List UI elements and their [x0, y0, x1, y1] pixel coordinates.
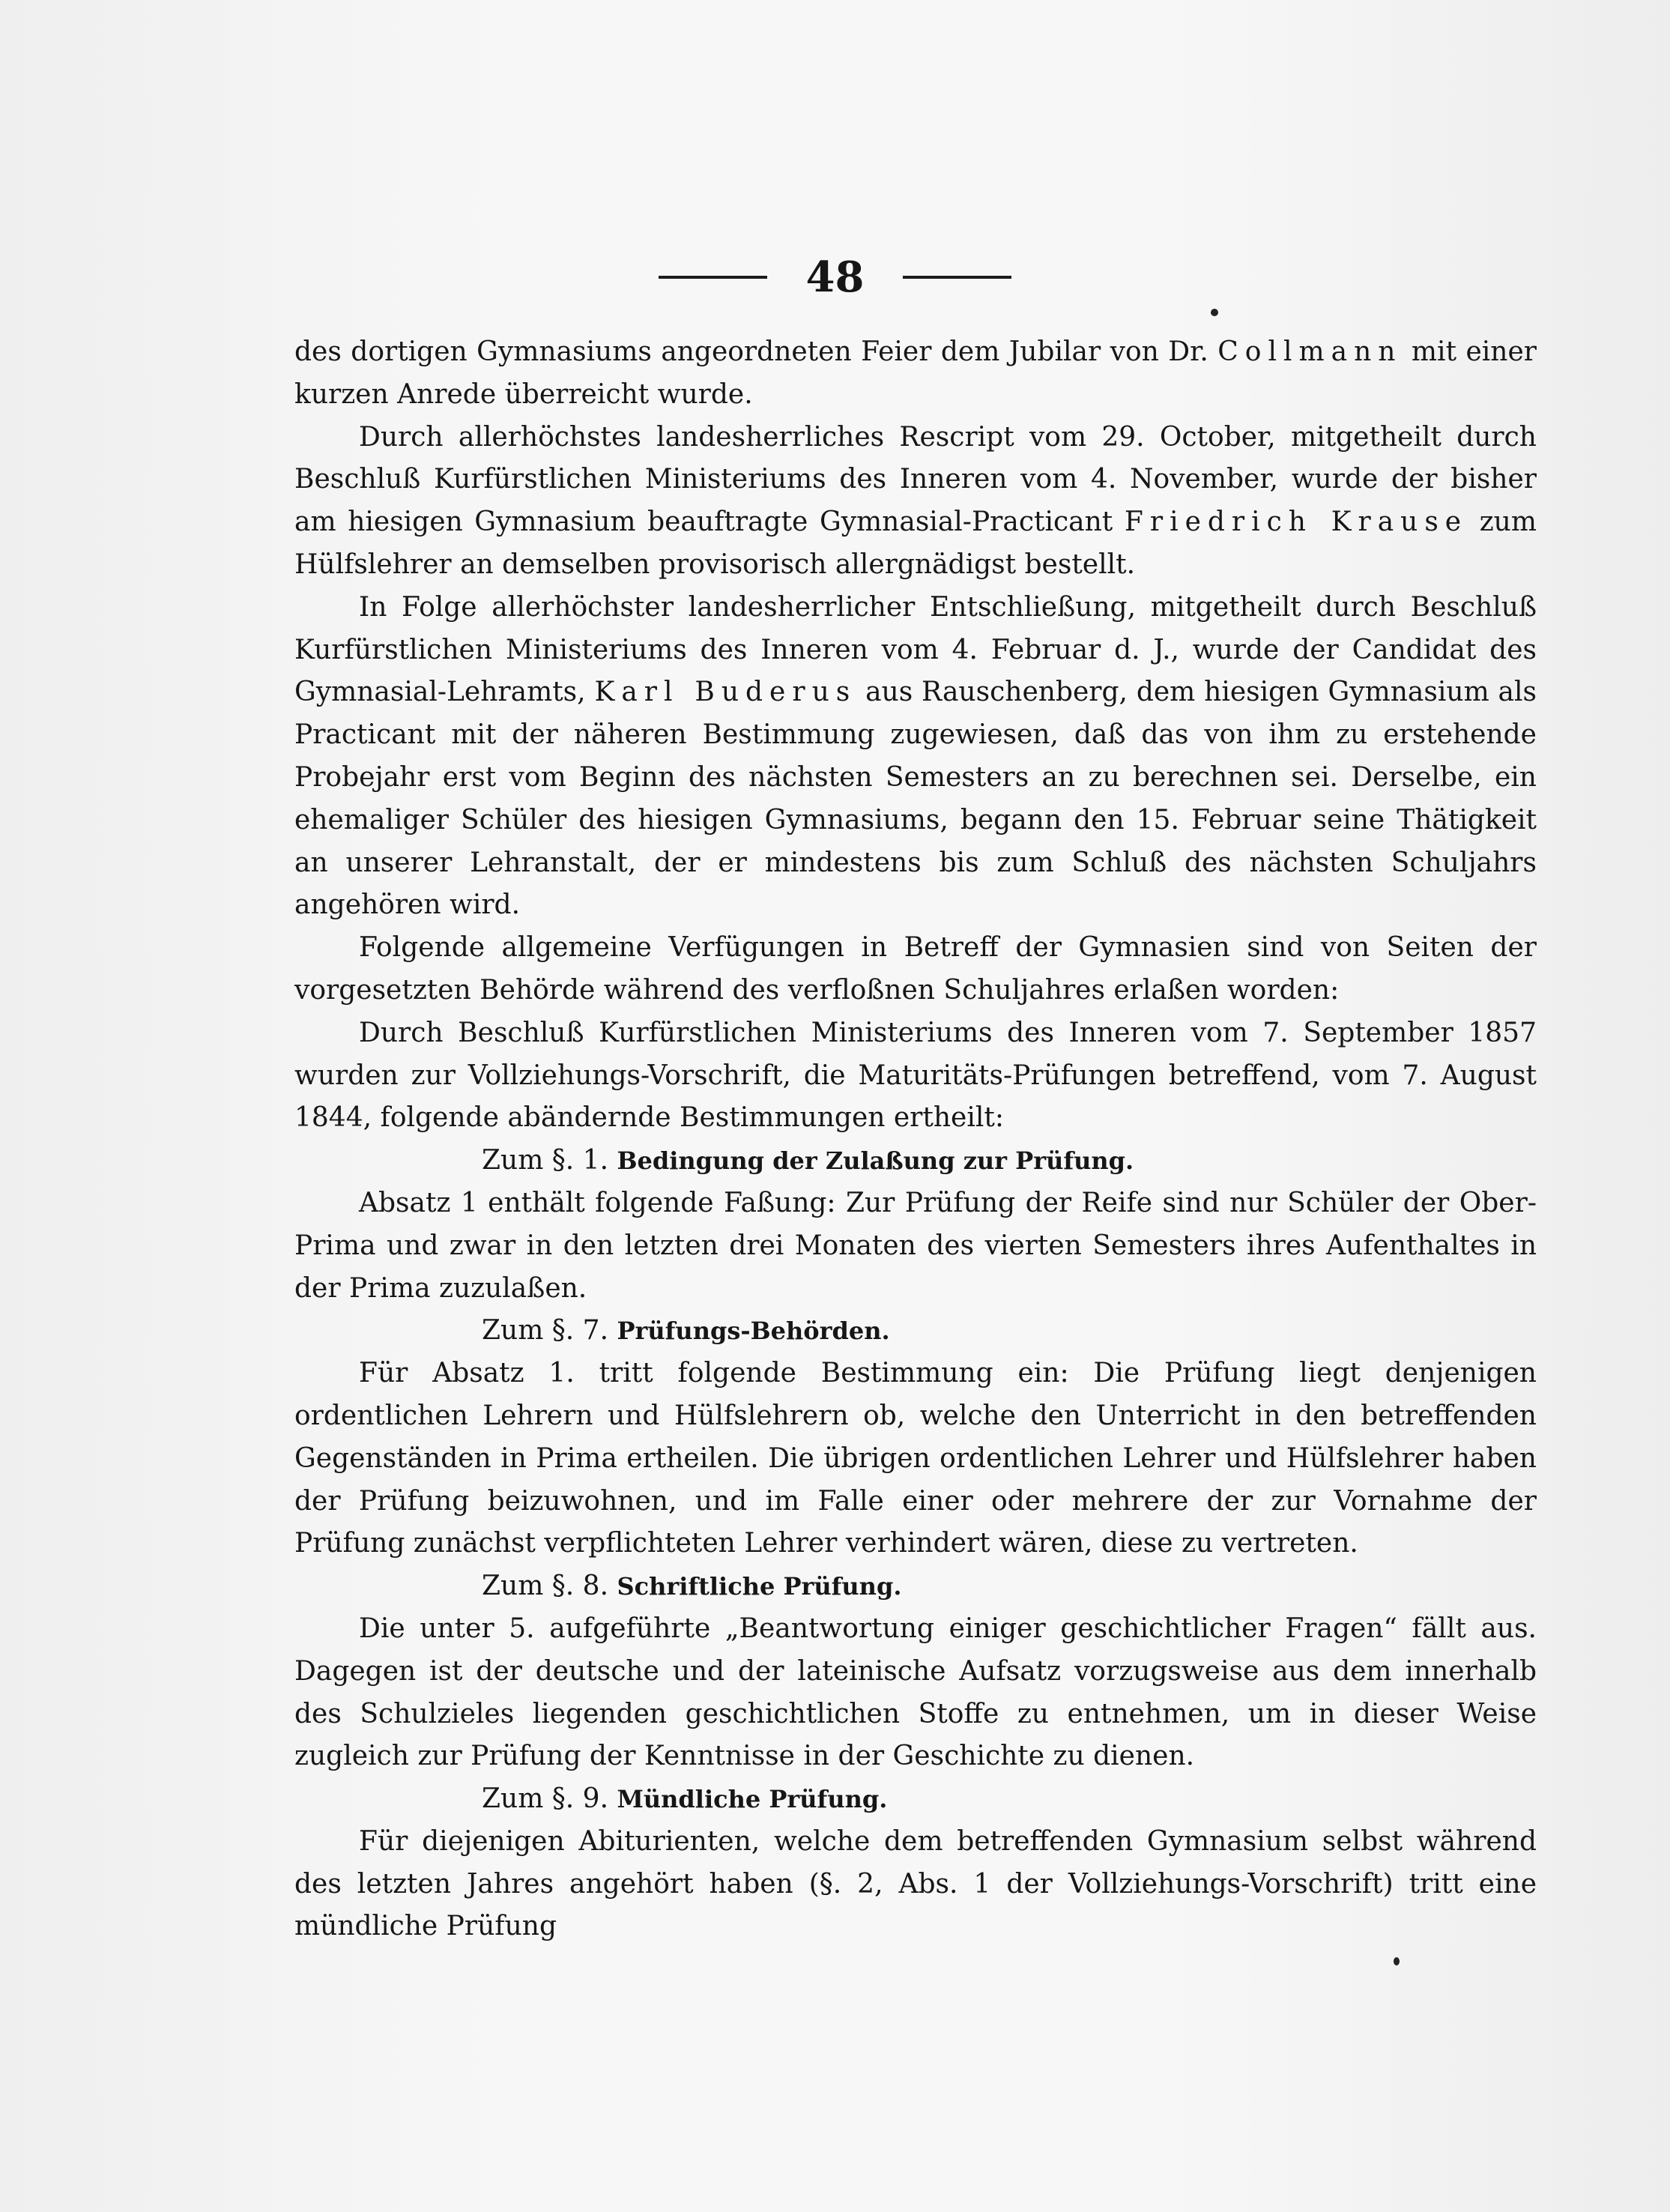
paragraph: [294, 1608, 1537, 1778]
paragraph-text: zum Hülfslehrer an demselben provisorisch allergnädigst bestellt.: [294, 507, 1537, 580]
page-number: 48: [805, 253, 865, 302]
paragraph-text: Für Absatz 1. tritt folgende Bestimmung ein: Die Prüfung liegt denjenigen ordentlichen Lehrern und Hülfslehrern ob, welche den Unterricht in den betreffenden Gegenständen in Prima ertheilen. Die übrigen ordentlichen Lehrer und Hülfslehrer haben der Prüfung beizuwohnen, und im Falle einer oder mehrere der zur Vornahme der Prüfung zunächst verpflichteten Lehrer verhindert wären, diese zu vertreten.: [294, 1358, 1537, 1559]
body-text: [294, 331, 1537, 1948]
paragraph: [294, 331, 1537, 417]
paragraph-text: aus Rauschenberg, dem hiesigen Gymnasium als Practicant mit der näheren Bestimmung zugewiesen, daß das von ihm zu erstehende Probejahr erst vom Beginn des nächsten Semesters an zu berechnen sei. Derselbe, ein ehemaliger Schüler des hiesigen Gymnasiums, begann den 15. Februar seine Thätigkeit an unserer Lehranstalt, der er mindestens bis zum Schluß des nächsten Schuljahrs angehören wird.: [294, 677, 1537, 921]
spaced-name: Friedrich Krause: [1124, 507, 1468, 538]
paragraph: [294, 417, 1537, 587]
section-heading: [294, 1778, 1537, 1821]
paragraph-text: des dortigen Gymnasiums angeordneten Feier dem Jubilar von Dr.: [294, 336, 1218, 367]
header-rule-left: [659, 276, 767, 279]
paragraph-text: Durch Beschluß Kurfürstlichen Ministeriums des Inneren vom 7. September 1857 wurden zur Vollziehungs-Vorschrift, die Maturitäts-Prüfungen betreffend, vom 7. August 1844, folgende abändernde Bestimmungen ertheilt:: [294, 1017, 1537, 1134]
section-title: Prüfungs-Behörden.: [617, 1317, 890, 1346]
paragraph: [294, 1821, 1537, 1948]
paragraph-text: Für diejenigen Abiturienten, welche dem betreffenden Gymnasium selbst während des letzten Jahres angehört haben (§. 2, Abs. 1 der Vollziehungs-Vorschrift) tritt eine mündliche Prüfung: [294, 1825, 1537, 1942]
paragraph: [294, 1353, 1537, 1565]
paragraph: [294, 927, 1537, 1012]
ink-speck: [1211, 309, 1218, 316]
paragraph: [294, 1012, 1537, 1140]
section-title: Bedingung der Zulaßung zur Prüfung.: [617, 1146, 1134, 1176]
ink-speck: [1394, 1957, 1400, 1965]
paragraph-text: Durch allerhöchstes landesherrliches Rescript vom 29. October, mitgetheilt durch Beschluß Kurfürstlichen Ministeriums des Inneren vom 4. November, wurde der bisher am hiesigen Gymnasium beauftragte Gymnasial-Practicant: [294, 421, 1537, 538]
header-rule-right: [903, 276, 1011, 279]
section-title: Mündliche Prüfung.: [617, 1785, 888, 1814]
page-header: [0, 251, 1670, 303]
paragraph-text: In Folge allerhöchster landesherrlicher Entschließung, mitgetheilt durch Beschluß Kurfürstlichen Ministeriums des Inneren vom 4. Februar d. J., wurde der Candidat des Gymnasial-Lehramts,: [294, 591, 1537, 708]
paragraph-text: Folgende allgemeine Verfügungen in Betreff der Gymnasien sind von Seiten der vorgesetzten Behörde während des verfloßnen Schuljahres erlaßen worden:: [294, 932, 1537, 1006]
paragraph: [294, 1182, 1537, 1310]
section-label: Zum §. 7.: [482, 1315, 617, 1347]
section-label: Zum §. 1.: [482, 1145, 617, 1176]
paragraph-text: Die unter 5. aufgeführte „Beantwortung einiger geschichtlicher Fragen“ fällt aus. Dagegen ist der deutsche und der lateinische Aufsatz vorzugsweise aus dem innerhalb des Schulzieles liegenden geschichtlichen Stoffe zu entnehmen, um in dieser Weise zugleich zur Prüfung der Kenntnisse in der Geschichte zu dienen.: [294, 1613, 1537, 1772]
section-heading: [294, 1565, 1537, 1608]
spaced-name: Collmann: [1217, 336, 1403, 367]
section-label: Zum §. 9.: [482, 1783, 617, 1815]
section-heading: [294, 1140, 1537, 1182]
paragraph-text: Absatz 1 enthält folgende Faßung: Zur Prüfung der Reife sind nur Schüler der Ober-Prima und zwar in den letzten drei Monaten des vierten Semesters ihres Aufenthaltes in der Prima zuzulaßen.: [294, 1187, 1537, 1304]
section-title: Schriftliche Prüfung.: [617, 1572, 902, 1601]
section-label: Zum §. 8.: [482, 1571, 617, 1602]
paragraph-text: mit einer kurzen Anrede überreicht wurde.: [294, 336, 1537, 410]
spaced-name: Karl Buderus: [594, 677, 857, 708]
paragraph: [294, 587, 1537, 927]
section-heading: [294, 1310, 1537, 1353]
